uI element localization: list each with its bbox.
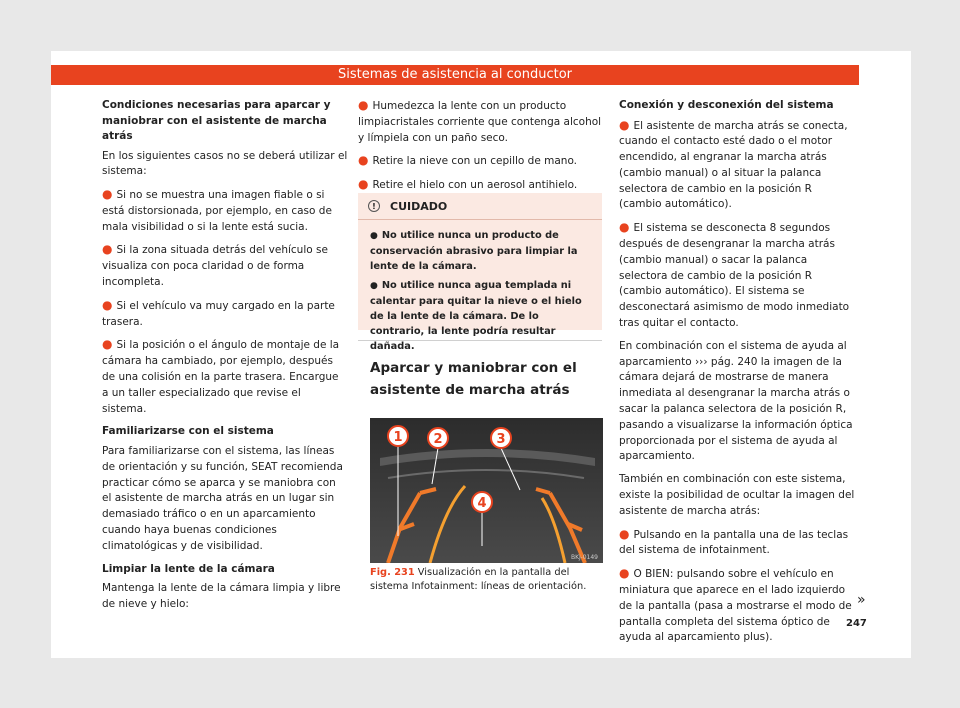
- column-middle: [358, 98, 604, 201]
- svg-text:1: 1: [393, 430, 403, 445]
- bullet-icon: ●: [358, 153, 369, 168]
- bullet-icon: ●: [358, 177, 369, 192]
- continue-marker: »: [857, 592, 866, 608]
- caution-header: [358, 193, 602, 220]
- bullet-icon: ●: [619, 220, 630, 235]
- heading-connection: Conexión y desconexión del sistema: [619, 99, 834, 111]
- column-left: [102, 98, 348, 620]
- svg-text:4: 4: [477, 496, 487, 511]
- figure-number: Fig. 231: [370, 567, 415, 578]
- bullet-icon: ●: [102, 297, 113, 312]
- caution-body: [358, 220, 602, 354]
- list-item: ● Si el vehículo va muy cargado en la parte trasera.: [102, 297, 335, 328]
- caution-item: ● No utilice nunca un producto de conservación abrasivo para limpiar la lente de la cámara.: [370, 230, 578, 272]
- paragraph-hide-image: También en combinación con este sistema, existe la posibilidad de ocultar la imagen del asistente de marcha atrás:: [619, 473, 855, 517]
- list-item: ● Si la zona situada detrás del vehículo se visualiza con poca claridad o de forma incompleta.: [102, 242, 328, 289]
- bullet-icon: ●: [619, 526, 630, 541]
- list-item: ● Pulsando en la pantalla una de las teclas del sistema de infotainment.: [619, 526, 849, 557]
- intro-text: En los siguientes casos no se deberá utilizar el sistema:: [102, 149, 348, 178]
- bullet-icon: ●: [619, 566, 630, 581]
- caution-box: [358, 193, 602, 352]
- heading-clean-lens: Limpiar la lente de la cámara: [102, 562, 275, 575]
- heading-conditions: Condiciones necesarias para aparcar y maniobrar con el asistente de marcha atrás: [102, 99, 331, 142]
- list-item: ● Si la posición o el ángulo de montaje de la cámara ha cambiado, por ejemplo, después de una colisión en la parte trasera. Encargue a un taller especializado que revise el sistema.: [102, 337, 340, 415]
- bullet-icon: ●: [358, 98, 369, 112]
- caution-item: ● No utilice nunca agua templada ni calentar para quitar la nieve o el hielo de la lente de la cámara. De lo contrario, la lente podría resultar dañada.: [370, 280, 582, 352]
- figure-code: BKJ-0149: [570, 554, 598, 561]
- bullet-icon: ●: [102, 337, 113, 352]
- figure-caption-text: Visualización en la pantalla del sistema Infotainment: líneas de orientación.: [370, 567, 587, 592]
- section-header: Sistemas de asistencia al conductor: [51, 65, 859, 85]
- column-right: [619, 98, 856, 653]
- figure-caption: [370, 566, 605, 593]
- list-item: ● Si no se muestra una imagen fiable o si está distorsionada, por ejemplo, en caso de mala visibilidad o si la lente está sucia.: [102, 187, 332, 233]
- caution-title: CUIDADO: [390, 199, 448, 213]
- bullet-icon: ●: [370, 231, 378, 241]
- list-item: ● Retire la nieve con un cepillo de mano.: [358, 153, 578, 168]
- callout-2: [428, 428, 448, 448]
- bullet-icon: ●: [619, 117, 630, 132]
- orientation-lines-illustration: [370, 418, 603, 563]
- callout-3: [491, 428, 511, 448]
- section-title: Aparcar y maniobrar con el asistente de marcha atrás: [370, 360, 577, 398]
- bullet-icon: ●: [102, 187, 113, 202]
- list-item: ● Retire el hielo con un aerosol antihielo.: [358, 177, 578, 192]
- list-item: ● Humedezca la lente con un producto limpiacristales corriente que contenga alcohol y límpiela con un paño seco.: [358, 98, 602, 144]
- paragraph-clean-lens: Mantenga la lente de la cámara limpia y libre de nieve y hielo:: [102, 582, 341, 610]
- paragraph-combination: En combinación con el sistema de ayuda al aparcamiento ››› pág. 240 la imagen de la cámara dejará de mostrarse de manera inmediata al desengranar la marcha atrás o sacar la palanca selectora de la posición R, pasando a visualizarse la información óptica proporcionada por el sistema de ayuda al aparcamiento.: [619, 339, 853, 463]
- rear-camera-figure: [370, 418, 603, 563]
- heading-familiarize: Familiarizarse con el sistema: [102, 425, 274, 438]
- bullet-icon: ●: [102, 242, 113, 257]
- info-icon: !: [368, 200, 380, 212]
- bullet-icon: ●: [370, 281, 378, 291]
- page-number: 247: [846, 618, 867, 629]
- list-item: ● O BIEN: pulsando sobre el vehículo en miniatura que aparece en el lado izquierdo de la pantalla (pasa a mostrarse el modo de pantalla completa del sistema óptico de ayuda al aparcamiento plus).: [619, 566, 852, 644]
- paragraph-familiarize: Para familiarizarse con el sistema, las líneas de orientación y su función, SEAT recomienda practicar cómo se aparca y se maniobra con el asistente de marcha atrás en un lugar sin demasiado tráfico o en un aparcamiento cuando haya buenas condiciones climatológicas y de visibilidad.: [102, 444, 343, 552]
- callout-4: [472, 492, 492, 512]
- list-item: ● El asistente de marcha atrás se conecta, cuando el contacto esté dado o el motor encendido, al engranar la marcha atrás (cambio manual) o al situar la palanca selectora de cambio en la posición R (cambio automático).: [619, 117, 848, 211]
- divider: [358, 340, 602, 341]
- list-item: ● El sistema se desconecta 8 segundos después de desengranar la marcha atrás (cambio manual) o sacar la palanca selectora de cambio de la posición R (cambio automático). El sistema se desconectará asimismo de modo inmediato tras quitar el contacto.: [619, 220, 850, 330]
- callout-1: [388, 426, 408, 446]
- svg-text:3: 3: [496, 432, 506, 447]
- svg-text:2: 2: [433, 432, 443, 447]
